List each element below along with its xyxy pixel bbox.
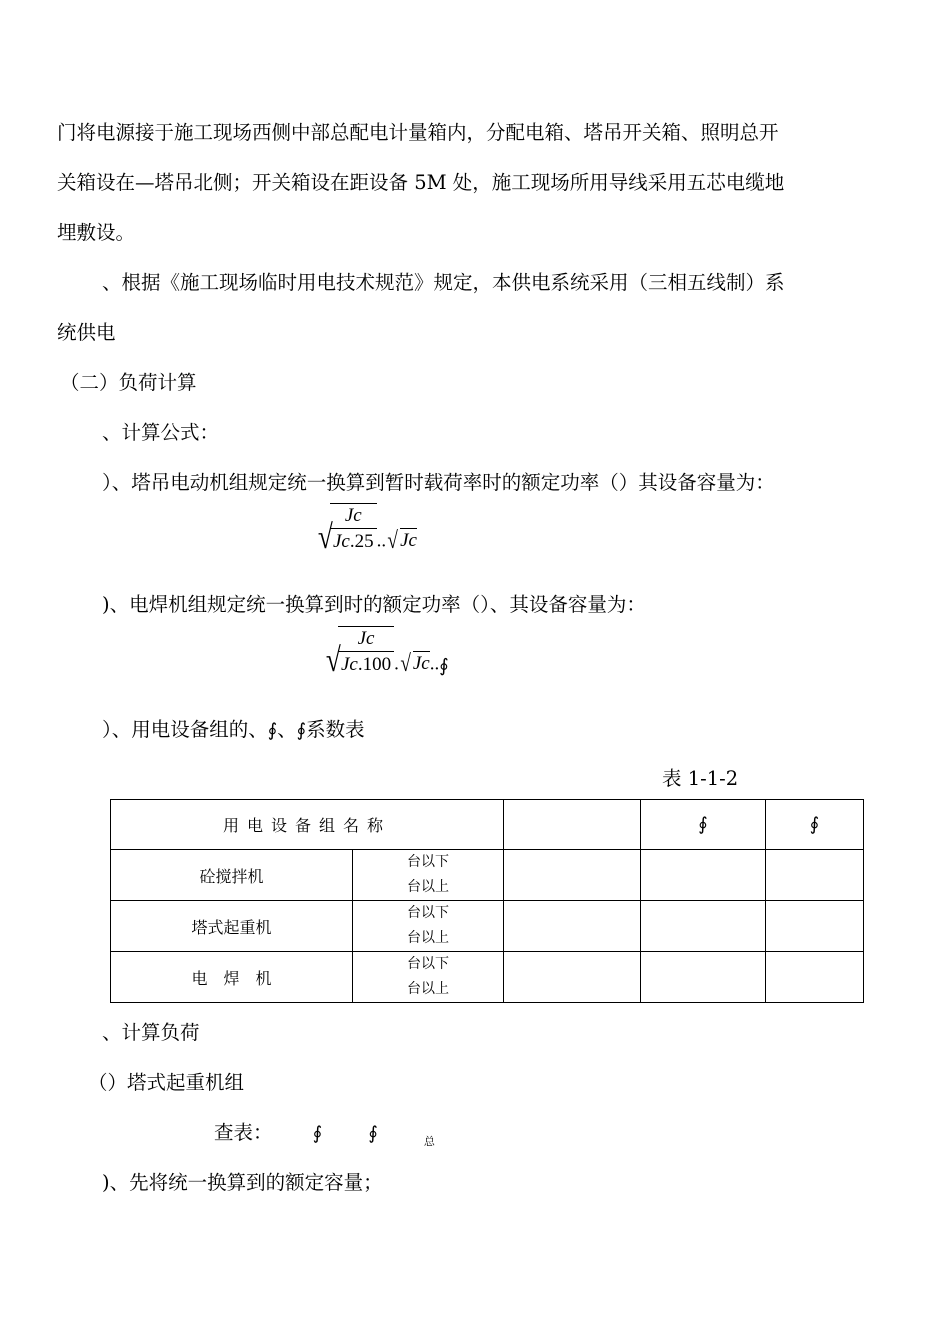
table-cell bbox=[641, 901, 766, 952]
table-header-row bbox=[111, 800, 864, 850]
fraction-denominator: Jc.25 bbox=[333, 531, 374, 552]
table-cell bbox=[641, 952, 766, 1003]
table-cell bbox=[504, 850, 641, 901]
table-cell-name: 砼搅拌机 bbox=[111, 850, 353, 901]
sqrt-radical: √ $\frac{Jc}{Jc.25}$ bbox=[316, 503, 377, 553]
section-heading: （二）负荷计算 bbox=[60, 371, 197, 394]
formula-dots: .. bbox=[376, 530, 387, 552]
sqrt-radical: √ Jc bbox=[387, 528, 417, 555]
table-header-cell bbox=[766, 800, 864, 850]
body-text-line: )、电焊机组规定统一换算到时的额定功率（）、其设备容量为： bbox=[102, 593, 646, 616]
phi-symbol: ∮ bbox=[439, 655, 449, 677]
table-cell-name: 电 焊 机 bbox=[111, 952, 353, 1003]
phi-symbol: ∮ bbox=[267, 720, 278, 741]
sqrt-radical: √ $\frac{Jc}{Jc.100}$ bbox=[324, 626, 394, 676]
formula-welder bbox=[324, 626, 449, 679]
table-cell-range: 台以下 台以上 bbox=[353, 901, 504, 952]
formula-tower-crane bbox=[316, 503, 417, 556]
table-cell bbox=[504, 952, 641, 1003]
sqrt-radical: √ Jc bbox=[400, 651, 430, 678]
body-text-line: 关箱设在—塔吊北侧；开关箱设在距设备 5M 处，施工现场所用导线采用五芯电缆地 bbox=[57, 171, 785, 194]
fraction-denominator: Jc.100 bbox=[341, 654, 392, 675]
formula-dot: . bbox=[394, 653, 399, 675]
fraction-numerator: Jc bbox=[338, 628, 394, 652]
phi-symbol: ∮ bbox=[368, 1123, 378, 1144]
body-text-line: 、根据《施工现场临时用电技术规范》规定，本供电系统采用（三相五线制）系 bbox=[102, 271, 785, 294]
table-cell-range: 台以下 台以上 bbox=[353, 952, 504, 1003]
phi-symbol: ∮ bbox=[809, 814, 820, 835]
body-text-line: 、计算公式： bbox=[102, 421, 220, 444]
subscript-total: 总 bbox=[423, 1135, 435, 1148]
item3-text: ）、用电设备组的、 bbox=[102, 718, 268, 741]
table-row bbox=[111, 850, 864, 901]
coefficient-table bbox=[110, 799, 864, 1003]
table-cell bbox=[766, 850, 864, 901]
item3-sep: 、 bbox=[277, 718, 297, 741]
body-text-line bbox=[102, 714, 365, 742]
table-cell-name: 塔式起重机 bbox=[111, 901, 353, 952]
table-header-name: 用电设备组名称 bbox=[111, 800, 504, 850]
body-text-line: ）、塔吊电动机组规定统一换算到暂时载荷率时的额定功率（）其设备容量为： bbox=[102, 471, 775, 494]
table-cell bbox=[504, 901, 641, 952]
body-text-line: )、先将统一换算到的额定容量； bbox=[102, 1171, 383, 1194]
lookup-line bbox=[214, 1117, 435, 1149]
phi-symbol: ∮ bbox=[698, 814, 708, 835]
table-cell-range: 台以下 台以上 bbox=[353, 850, 504, 901]
table-row bbox=[111, 952, 864, 1003]
fraction bbox=[330, 505, 377, 553]
phi-symbol: ∮ bbox=[296, 720, 307, 741]
table-cell bbox=[641, 850, 766, 901]
lookup-label: 查表： bbox=[214, 1121, 273, 1144]
table-header-cell bbox=[641, 800, 766, 850]
body-text-line: 门将电源接于施工现场西侧中部总配电计量箱内，分配电箱、塔吊开关箱、照明总开 bbox=[57, 121, 779, 144]
table-caption: 表 1-1-2 bbox=[662, 767, 739, 790]
table-header-cell bbox=[504, 800, 641, 850]
item3-end: 系数表 bbox=[306, 718, 365, 741]
body-text-line: 埋敷设。 bbox=[57, 221, 136, 244]
table-row bbox=[111, 901, 864, 952]
body-text-line: 、计算负荷 bbox=[102, 1021, 200, 1044]
fraction bbox=[338, 628, 394, 676]
table-cell bbox=[766, 901, 864, 952]
phi-symbol: ∮ bbox=[312, 1123, 323, 1144]
fraction-numerator: Jc bbox=[330, 505, 377, 529]
table-cell bbox=[766, 952, 864, 1003]
subsection-heading: （）塔式起重机组 bbox=[88, 1071, 245, 1094]
formula-dots: .. bbox=[429, 653, 440, 675]
body-text-line: 统供电 bbox=[57, 321, 116, 344]
